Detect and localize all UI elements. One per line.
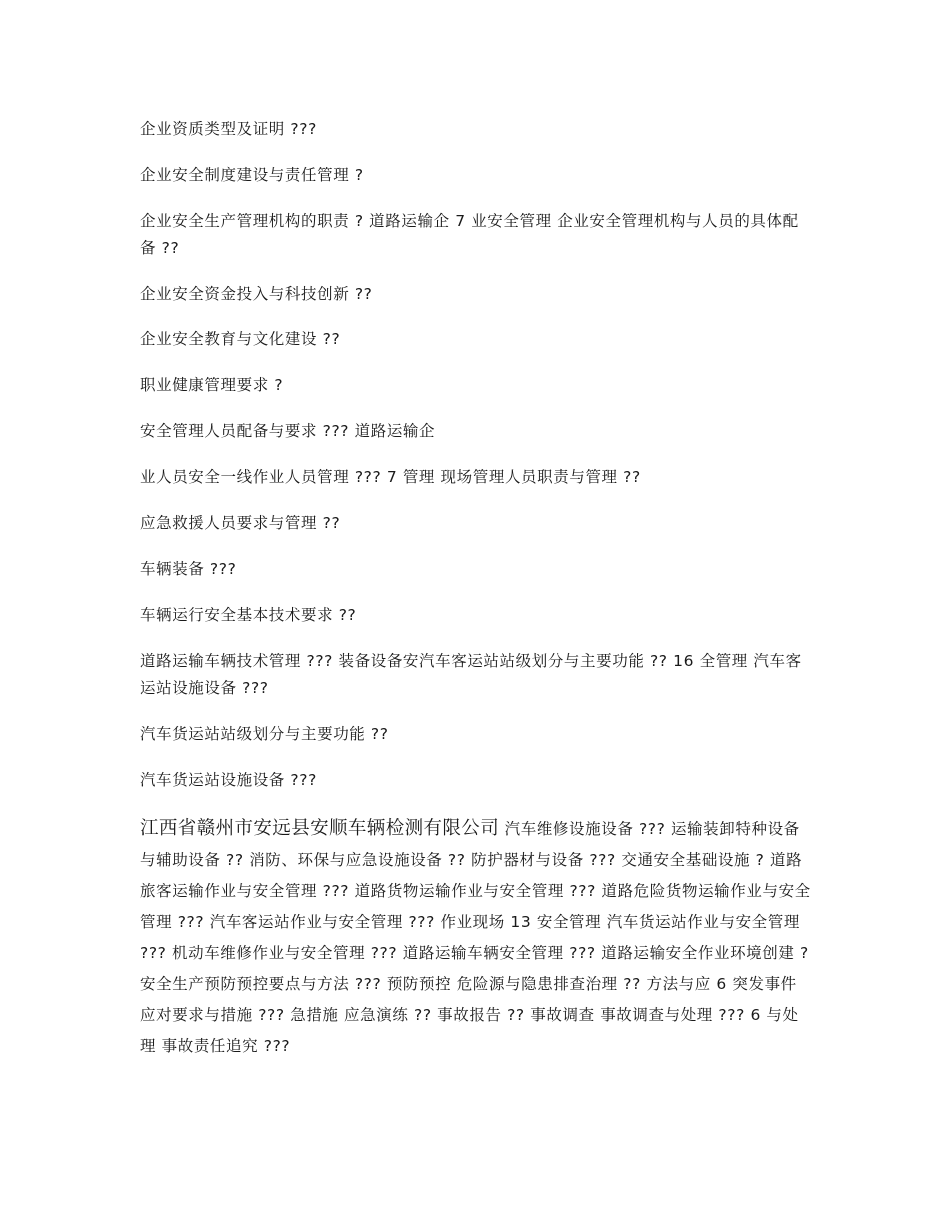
toc-line: 企业安全生产管理机构的职责 ? 道路运输企 7 业安全管理 企业安全管理机构与人员的具体配备 ??	[140, 212, 799, 257]
toc-line: 汽车货运站站级划分与主要功能 ??	[140, 725, 389, 743]
toc-line: 汽车货运站设施设备 ???	[140, 771, 317, 789]
toc-line: 车辆装备 ???	[140, 560, 237, 578]
toc-line: 企业安全教育与文化建设 ??	[140, 330, 341, 348]
toc-line: 职业健康管理要求 ?	[140, 376, 284, 394]
toc-line: 应急救援人员要求与管理 ??	[140, 514, 341, 532]
toc-line: 企业资质类型及证明 ???	[140, 120, 317, 138]
company-name: 江西省赣州市安远县安顺车辆检测有限公司	[140, 818, 500, 839]
toc-line: 车辆运行安全基本技术要求 ??	[140, 606, 357, 624]
final-paragraph-text: 汽车维修设施设备 ??? 运输装卸特种设备与辅助设备 ?? 消防、环保与应急设施设备 ?? 防护器材与设备 ??? 交通安全基础设施 ? 道路旅客运输作业与安全管理 ??? 道路货物运输作业与安全管理 ??? 道路危险货物运输作业与安全管理 ??? 汽车客运站作业与安全管理 ??? 作业现场 13 安全管理 汽车货运站作业与安全管理 ??? 机动车维修作业与安全管理 ??? 道路运输车辆安全管理 ??? 道路运输安全作业环境创建 ? 安全生产预防预控要点与方法 ??? 预防预控 危险源与隐患排查治理 ?? 方法与应 6 突发事件应对要求与措施 ??? 急措施 应急演练 ?? 事故报告 ?? 事故调查 事故调查与处理 ??? 6 与处理 事故责任追究 ???	[140, 820, 815, 1055]
toc-line: 企业安全制度建设与责任管理 ?	[140, 166, 364, 184]
toc-line: 安全管理人员配备与要求 ??? 道路运输企	[140, 422, 436, 440]
toc-line: 企业安全资金投入与科技创新 ??	[140, 285, 373, 303]
final-paragraph	[140, 813, 815, 1062]
toc-line: 业人员安全一线作业人员管理 ??? 7 管理 现场管理人员职责与管理 ??	[140, 468, 641, 486]
toc-line: 道路运输车辆技术管理 ??? 装备设备安汽车客运站站级划分与主要功能 ?? 16 全管理 汽车客运站设施设备 ???	[140, 652, 802, 697]
